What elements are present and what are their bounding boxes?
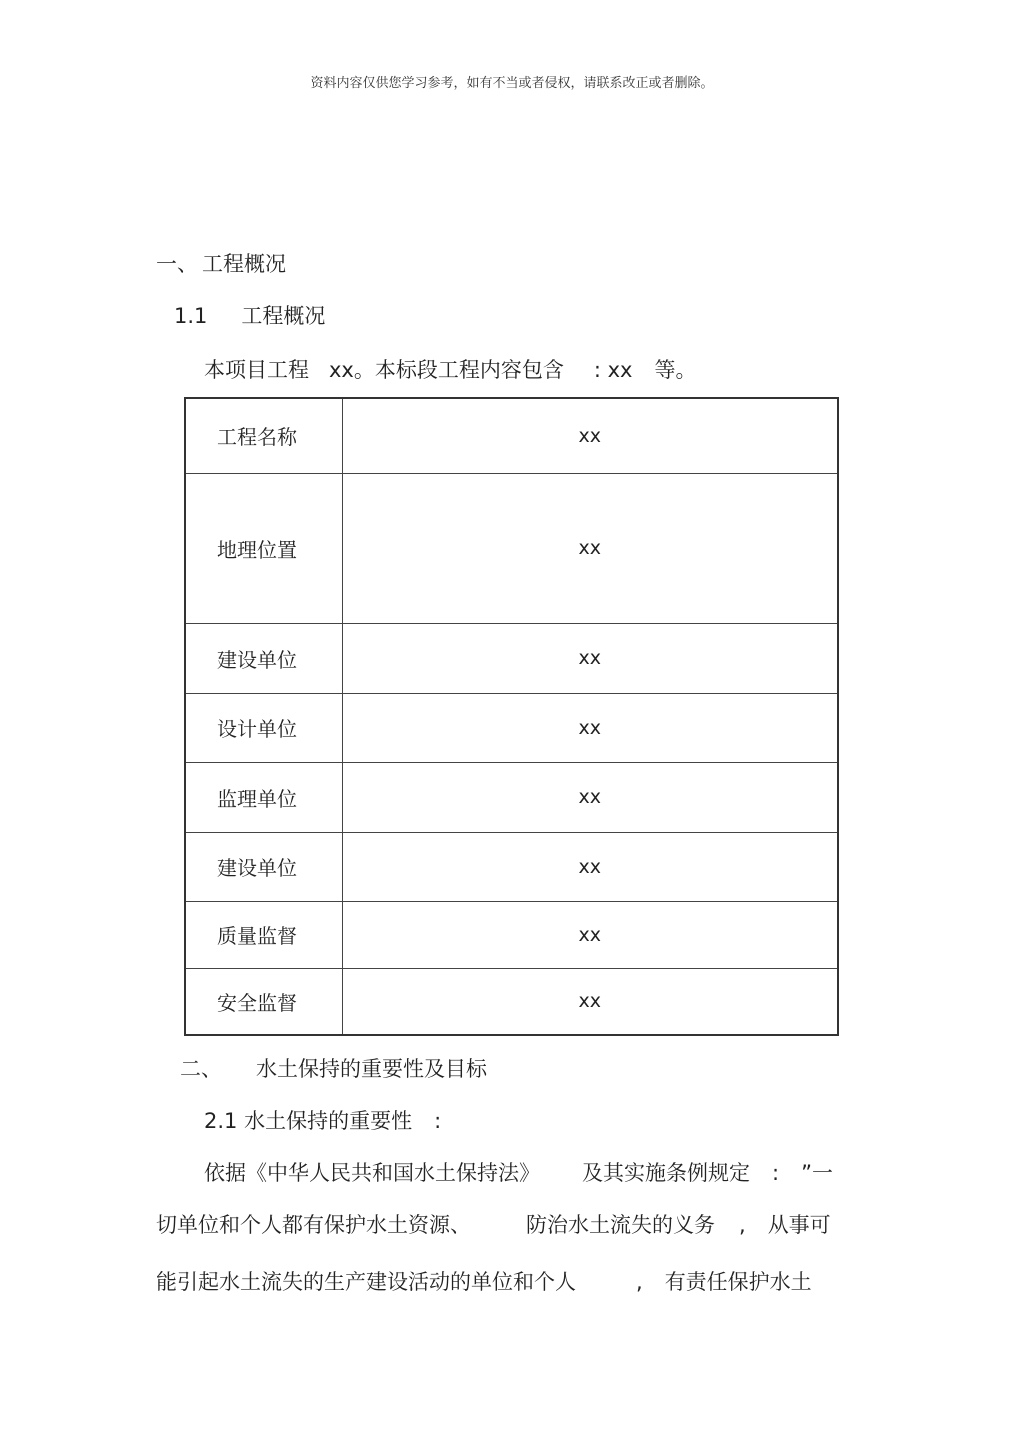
line3-part-c: 有责任保护水土: [664, 1270, 812, 1294]
table-row: [185, 473, 838, 623]
table-row: [185, 762, 838, 832]
table-row: [185, 693, 838, 762]
intro-paragraph: [204, 354, 696, 384]
line2-part-b: 防治水土流失的义务: [526, 1213, 715, 1237]
table-row: [185, 398, 838, 473]
paragraph-line-1: [204, 1157, 833, 1187]
header-note: 资料内容仅供您学习参考，如有不当或者侵权，请联系改正或者删除。: [310, 76, 714, 91]
intro-part-3: : xx: [593, 358, 633, 382]
line2-part-c: ,: [739, 1213, 746, 1237]
project-info-table: [184, 397, 839, 1036]
section-2-1-heading: [204, 1105, 441, 1135]
intro-value-1: xx: [329, 358, 354, 382]
line3-part-a: 能引起水土流失的生产建设活动的单位和个人: [156, 1270, 576, 1294]
paragraph-line-2: [156, 1209, 831, 1239]
row-label: 建设单位: [185, 623, 342, 693]
section-1-heading: [156, 248, 286, 278]
line2-part-d: 从事可: [767, 1213, 831, 1237]
line1-part-d: ”一: [801, 1161, 833, 1185]
section-2-title: 水土保持的重要性及目标: [256, 1057, 487, 1081]
table-row: [185, 901, 838, 968]
table-row: [185, 623, 838, 693]
row-value: xx: [342, 762, 838, 832]
line1-part-c: :: [772, 1161, 780, 1185]
table-row: [185, 832, 838, 901]
line1-part-a: 依据《中华人民共和国水土保持法》: [204, 1161, 540, 1185]
section-2-heading: [180, 1053, 487, 1083]
paragraph-line-3: [156, 1266, 812, 1296]
row-value: xx: [342, 398, 838, 473]
table-row: [185, 968, 838, 1035]
row-label: 安全监督: [185, 968, 342, 1035]
row-label: 设计单位: [185, 693, 342, 762]
section-1-1-title: 工程概况: [241, 304, 326, 328]
section-2-1-colon: :: [434, 1109, 442, 1133]
row-value: xx: [342, 968, 838, 1035]
row-label: 工程名称: [185, 398, 342, 473]
row-label: 地理位置: [185, 473, 342, 623]
row-value: xx: [342, 693, 838, 762]
row-value: xx: [342, 901, 838, 968]
row-value: xx: [342, 832, 838, 901]
row-label: 监理单位: [185, 762, 342, 832]
section-2-number: 二、: [180, 1057, 222, 1081]
intro-part-2: 。本标段工程内容包含: [353, 358, 564, 382]
section-1-number: 一、: [156, 252, 198, 276]
intro-part-1: 本项目工程: [204, 358, 309, 382]
row-value: xx: [342, 473, 838, 623]
line1-part-b: 及其实施条例规定: [582, 1161, 750, 1185]
line3-part-b: ,: [636, 1270, 643, 1294]
section-1-1-number: 1.1: [174, 304, 208, 328]
row-label: 质量监督: [185, 901, 342, 968]
row-value: xx: [342, 623, 838, 693]
line2-part-a: 切单位和个人都有保护水土资源、: [156, 1213, 471, 1237]
row-label: 建设单位: [185, 832, 342, 901]
section-1-1-heading: [174, 300, 325, 330]
section-2-1-title: 2.1 水土保持的重要性: [204, 1109, 413, 1133]
intro-part-4: 等。: [654, 358, 697, 382]
section-1-title: 工程概况: [202, 252, 286, 276]
